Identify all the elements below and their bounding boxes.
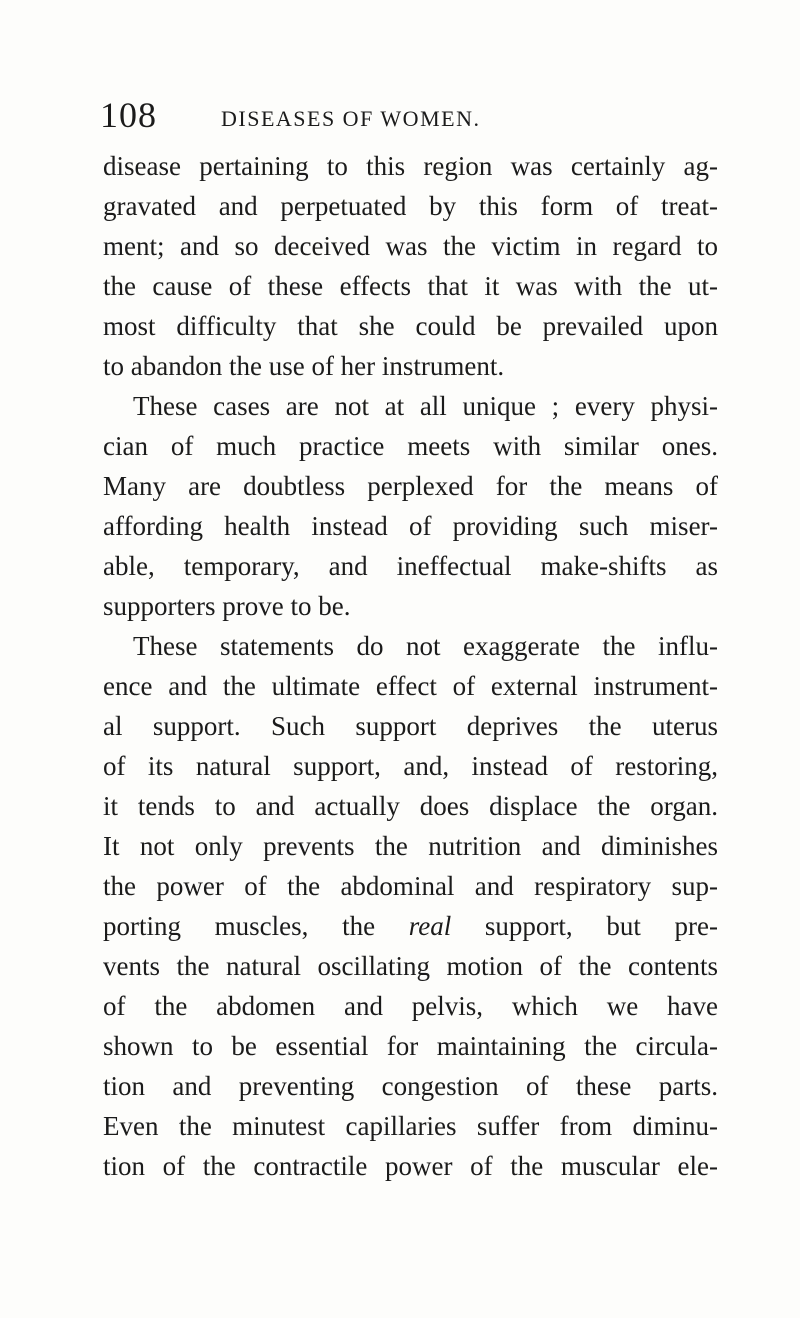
text-line-with-italic <box>103 906 718 946</box>
running-head: DISEASES OF WOMEN. <box>221 106 481 131</box>
text-line: ment; and so deceived was the victim in regard to <box>103 231 718 261</box>
text-line: to abandon the use of her instrument. <box>103 351 505 381</box>
page-header <box>100 94 720 134</box>
text-line: of the abdomen and pelvis, which we have <box>103 991 718 1021</box>
page-number: 108 <box>100 95 157 135</box>
text-line: disease pertaining to this region was certainly ag- <box>103 151 718 181</box>
text-line: cian of much practice meets with similar ones. <box>103 431 718 461</box>
italic-word: real <box>408 911 452 941</box>
text-line: shown to be essential for maintaining the circula- <box>103 1031 718 1061</box>
text-line: al support. Such support deprives the uterus <box>103 711 718 741</box>
text-line: the cause of these effects that it was with the ut- <box>103 271 718 301</box>
text-line: vents the natural oscillating motion of the contents <box>103 951 718 981</box>
text-line: most difficulty that she could be prevailed upon <box>103 311 718 341</box>
text-line: ence and the ultimate effect of external instrument- <box>103 671 718 701</box>
text-line: the power of the abdominal and respiratory sup- <box>103 871 718 901</box>
text-line: able, temporary, and ineffectual make-shifts as <box>103 551 718 581</box>
text-line: Even the minutest capillaries suffer from diminu- <box>103 1111 718 1141</box>
text-segment: support, but pre- <box>451 911 718 941</box>
text-line: It not only prevents the nutrition and diminishes <box>103 831 718 861</box>
text-line: These cases are not at all unique ; every physi- <box>133 391 718 421</box>
text-line: tion and preventing congestion of these parts. <box>103 1071 718 1101</box>
text-line: supporters prove to be. <box>103 591 351 621</box>
text-segment: porting muscles, the <box>103 911 409 941</box>
body-text <box>103 146 718 1186</box>
text-line: tion of the contractile power of the muscular ele- <box>103 1151 718 1181</box>
text-line: These statements do not exaggerate the influ- <box>133 631 718 661</box>
text-line: of its natural support, and, instead of restoring, <box>103 751 718 781</box>
text-line: gravated and perpetuated by this form of treat- <box>103 191 718 221</box>
text-line: Many are doubtless perplexed for the means of <box>103 471 718 501</box>
text-line: it tends to and actually does displace the organ. <box>103 791 718 821</box>
text-line: affording health instead of providing such miser- <box>103 511 718 541</box>
